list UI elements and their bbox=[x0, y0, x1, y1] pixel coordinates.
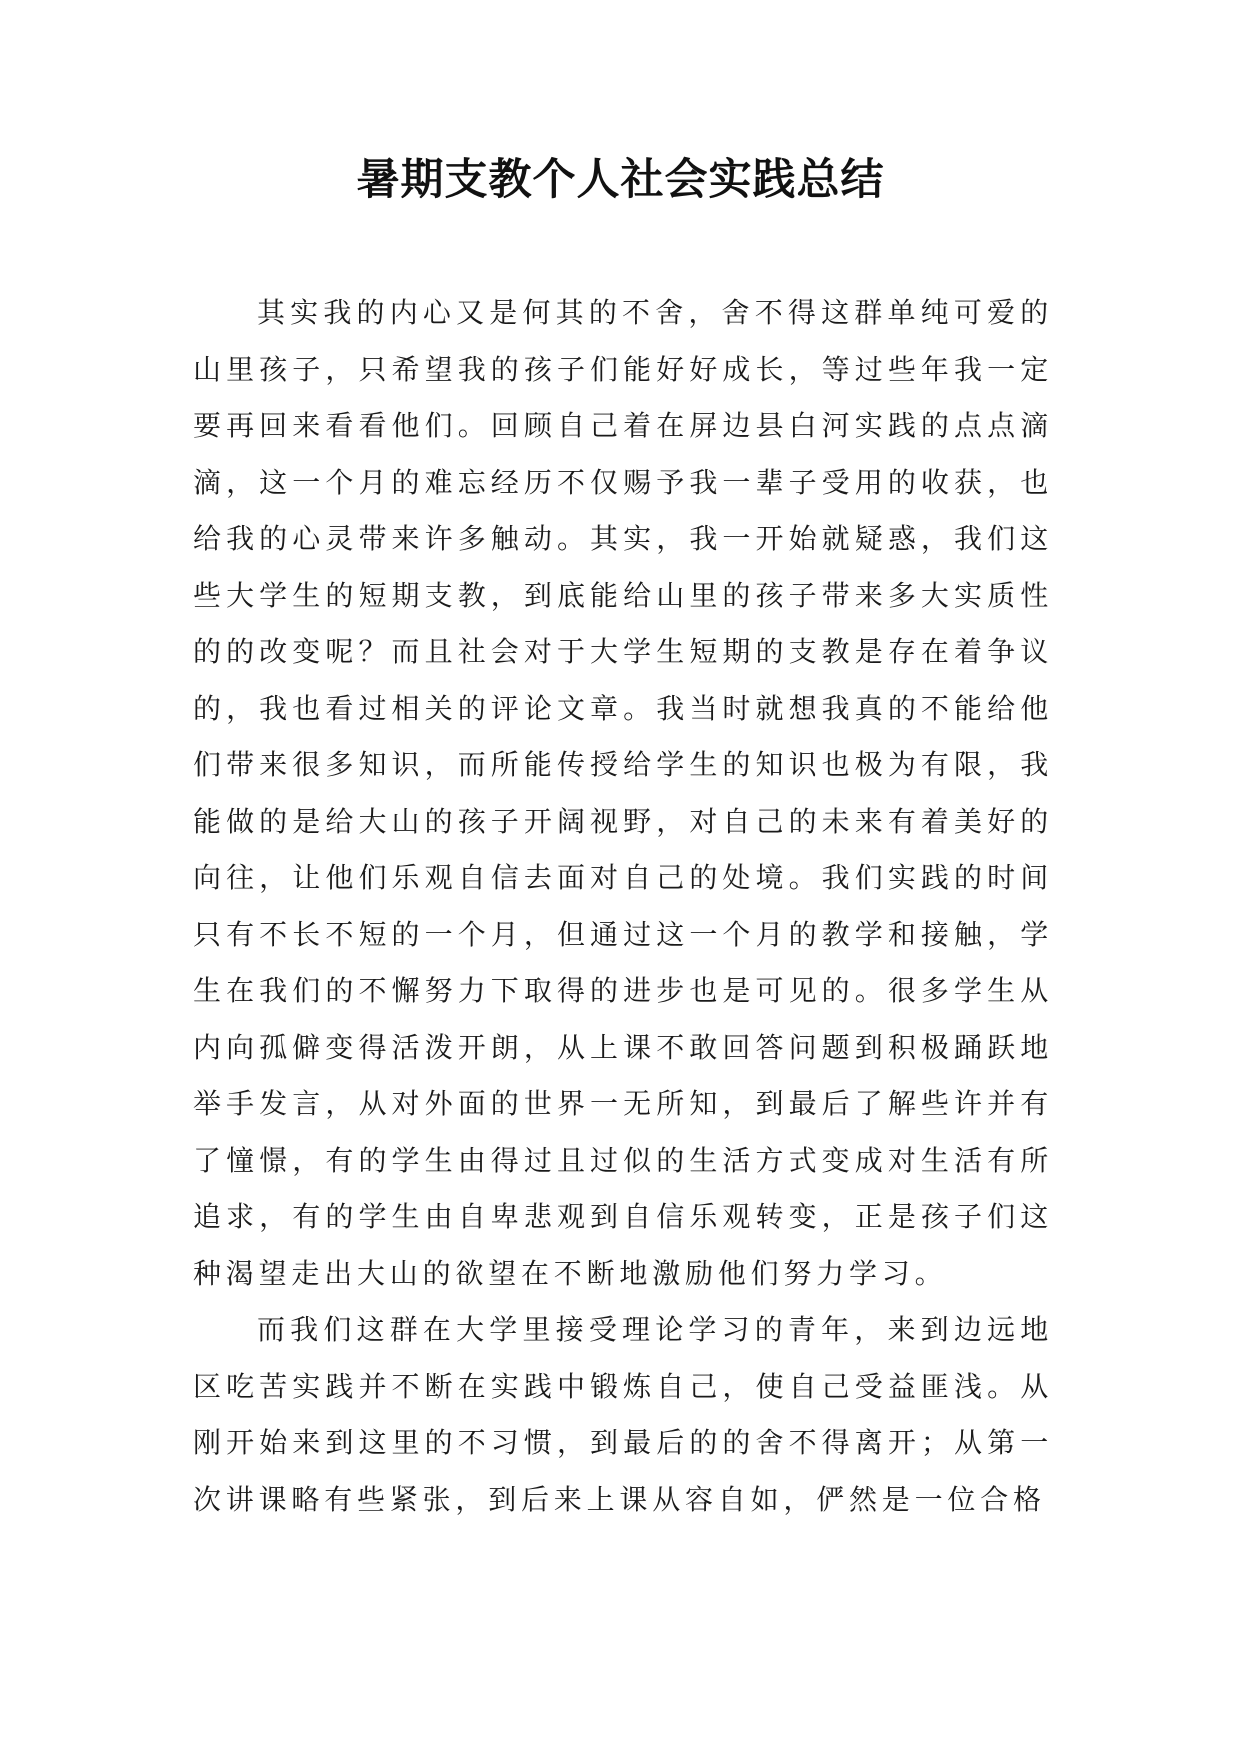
document-title: 暑期支教个人社会实践总结 bbox=[356, 155, 885, 205]
paragraph-2: 而我们这群在大学里接受理论学习的青年，来到边远地区吃苦实践并不断在实践中锻炼自己，使自己受益匪浅。从刚开始来到这里的不习惯，到最后的的舍不得离开；从第一次讲课略有些紧张，到后来上课从容自如，俨然是一位合格 bbox=[193, 1313, 1053, 1516]
document-body bbox=[193, 285, 1053, 1528]
paragraph-1: 其实我的内心又是何其的不舍，舍不得这群单纯可爱的山里孩子，只希望我的孩子们能好好成长，等过些年我一定要再回来看看他们。回顾自己着在屏边县白河实践的点点滴滴，这一个月的难忘经历不仅赐予我一辈子受用的收获，也给我的心灵带来许多触动。其实，我一开始就疑惑，我们这些大学生的短期支教，到底能给山里的孩子带来多大实质性的的改变呢？而且社会对于大学生短期的支教是存在着争议的，我也看过相关的评论文章。我当时就想我真的不能给他们带来很多知识，而所能传授给学生的知识也极为有限，我能做的是给大山的孩子开阔视野，对自己的未来有着美好的向往，让他们乐观自信去面对自己的处境。我们实践的时间只有不长不短的一个月，但通过这一个月的教学和接触，学生在我们的不懈努力下取得的进步也是可见的。很多学生从内向孤僻变得活泼开朗，从上课不敢回答问题到积极踊跃地举手发言，从对外面的世界一无所知，到最后了解些许并有了憧憬，有的学生由得过且过似的生活方式变成对生活有所追求，有的学生由自卑悲观到自信乐观转变，正是孩子们这种渴望走出大山的欲望在不断地激励他们努力学习。 bbox=[193, 296, 1053, 1290]
